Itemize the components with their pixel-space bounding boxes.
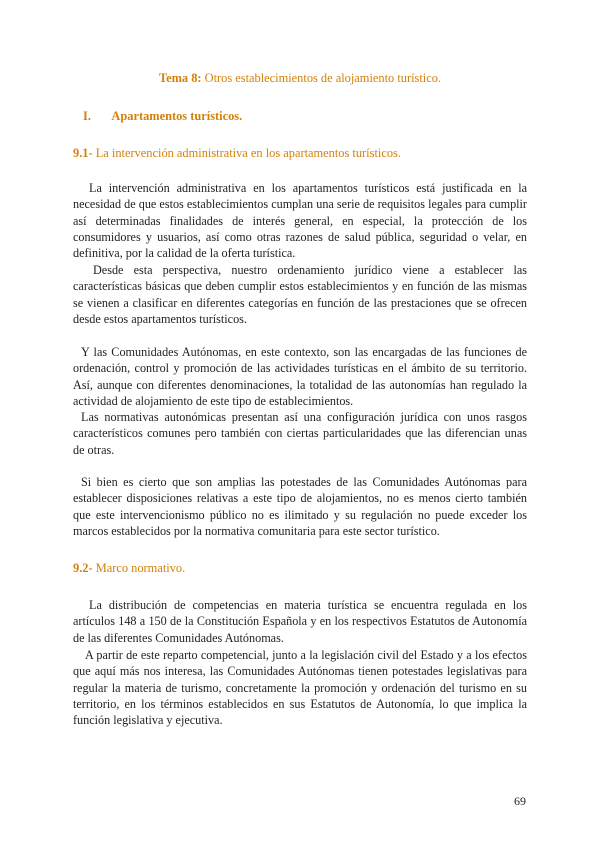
paragraph: Si bien es cierto que son amplias las potestades de las Comunidades Autónomas para establecer disposiciones relativas a este tipo de alojamientos, no es menos cierto también que este intervencionismo público no es ilimitado y su regulación no puede exceder los marcos establecidos por la normativa comunitaria para este sector turístico. xyxy=(73,475,527,538)
paragraph: Y las Comunidades Autónomas, en este contexto, son las encargadas de las funciones de ordenación, control y promoción de las actividades turísticas en el ámbito de su territorio. Así, aunque con diferentes denominaciones, la totalidad de las autonomías han regulado la actividad de alojamiento de este tipo de establecimientos. xyxy=(73,345,527,408)
section-number: I. xyxy=(83,109,91,123)
chapter-title-text: Otros establecimientos de alojamiento turístico. xyxy=(204,71,442,85)
subsection-title: Marco normativo. xyxy=(95,561,186,575)
section-heading xyxy=(83,109,242,124)
subsection-number: 9.2- xyxy=(73,561,93,575)
subsection-heading-2 xyxy=(73,561,185,576)
paragraph: A partir de este reparto competencial, junto a la legislación civil del Estado y a los efectos que aquí más nos interesa, las Comunidades Autónomas tienen potestades legislativas para regular la materia de turismo, concretamente la promoción y ordenación del turismo en su territorio, en los términos establecidos en sus Estatutos de Autonomía, lo que implica la función legislativa y ejecutiva. xyxy=(73,648,527,728)
paragraph: La distribución de competencias en materia turística se encuentra regulada en los artículos 148 a 150 de la Constitución Española y en los respectivos Estatutos de Autonomía de las diferentes Comunidades Autónomas. xyxy=(73,598,527,645)
subsection-heading-1 xyxy=(73,146,401,161)
paragraph: La intervención administrativa en los apartamentos turísticos está justificada en la necesidad de que estos establecimientos cumplan una serie de requisitos legales para cumplir así determinadas finalidades de interés general, en especial, la protección de los consumidores y usuarios, así como otras razones de salud pública, seguridad o velar, en definitiva, por la calidad de la oferta turística. xyxy=(73,181,527,261)
paragraph: Desde esta perspectiva, nuestro ordenamiento jurídico viene a establecer las características básicas que deben cumplir estos establecimientos y en función de las mismas se vienen a clasificar en diferentes categorías en función de las prestaciones que se ofrecen desde estos apartamentos turísticos. xyxy=(73,263,527,326)
subsection-title: La intervención administrativa en los apartamentos turísticos. xyxy=(95,146,401,160)
page-number: 69 xyxy=(514,794,526,808)
subsection-number: 9.1- xyxy=(73,146,93,160)
chapter-label: Tema 8: xyxy=(158,71,202,85)
chapter-title xyxy=(0,71,600,86)
section-title: Apartamentos turísticos. xyxy=(111,109,243,123)
paragraph: Las normativas autonómicas presentan así una configuración jurídica con unos rasgos característicos comunes pero también con ciertas particularidades que las diferencian unas de otras. xyxy=(73,410,527,457)
